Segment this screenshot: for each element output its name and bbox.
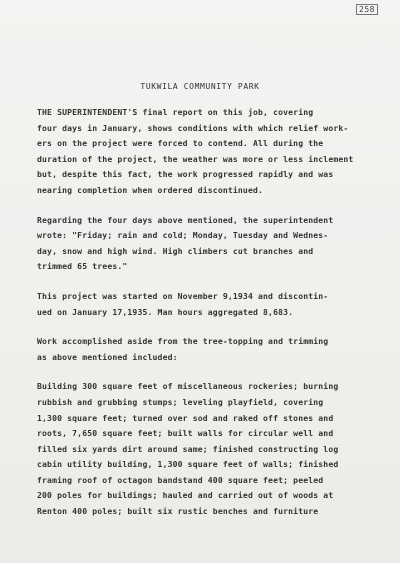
text-line: trimmed 65 trees." — [37, 261, 128, 272]
paragraph-5 — [37, 379, 369, 519]
text-line: framing roof of octagon bandstand 400 square feet; peeled — [37, 474, 324, 485]
text-line: but, despite this fact, the work progressed rapidly and was — [37, 169, 334, 180]
text-line: 1,300 square feet; turned over sod and raked off stones and — [37, 412, 334, 423]
text-line: filled six yards dirt around same; finished constructing log — [37, 443, 339, 454]
page-number: 258 — [356, 4, 378, 15]
text-line: Regarding the four days above mentioned, the superintendent — [37, 214, 334, 225]
text-line: Work accomplished aside from the tree-topping and trimming — [37, 336, 329, 347]
text-line: Building 300 square feet of miscellaneous rockeries; burning — [37, 381, 339, 392]
text-line: rubbish and grubbing stumps; leveling playfield, covering — [37, 396, 324, 407]
document-title: TUKWILA COMMUNITY PARK — [140, 82, 260, 91]
text-line: day, snow and high wind. High climbers cut branches and — [37, 245, 314, 256]
text-line: four days in January, shows conditions with which relief work- — [37, 122, 349, 133]
text-line: This project was started on November 9,1934 and discontin- — [37, 290, 329, 301]
text-line: nearing completion when ordered discontinued. — [37, 184, 264, 195]
paragraph-3 — [37, 289, 369, 320]
paragraph-2 — [37, 213, 369, 275]
text-line: Renton 400 poles; built six rustic benches and furniture — [37, 506, 319, 517]
text-line: THE SUPERINTENDENT'S final report on this job, covering — [37, 107, 314, 117]
document-body — [37, 105, 369, 534]
text-line: duration of the project, the weather was more or less inclement — [37, 153, 354, 164]
text-line: ers on the project were forced to contend. All during the — [37, 138, 324, 149]
text-line: cabin utility building, 1,300 square feet of walls; finished — [37, 459, 339, 470]
text-line: ued on January 17,1935. Man hours aggregated 8,683. — [37, 306, 294, 317]
text-line: roots, 7,650 square feet; built walls for circular well and — [37, 428, 334, 439]
text-line: wrote: "Friday; rain and cold; Monday, Tuesday and Wednes- — [37, 230, 329, 241]
paragraph-1 — [37, 105, 369, 199]
paragraph-4 — [37, 334, 369, 365]
text-line: as above mentioned included: — [37, 351, 178, 362]
text-line: 200 poles for buildings; hauled and carried out of woods at — [37, 490, 334, 501]
